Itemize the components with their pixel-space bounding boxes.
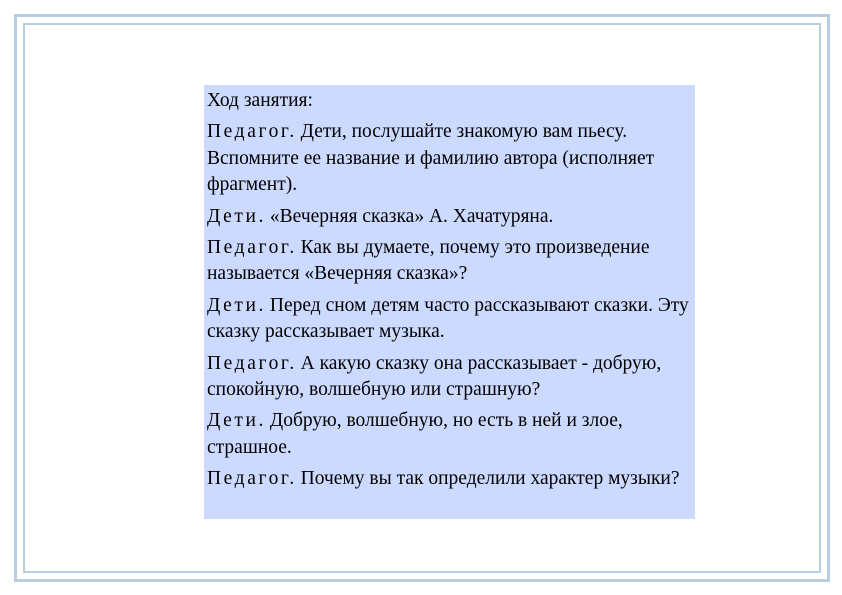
- dialogue-line: [207, 351, 692, 404]
- speaker-label: Дети.: [207, 294, 267, 316]
- dialogue-text: Перед сном детям часто рассказывают сказки. Эту сказку рассказывает музыка.: [207, 294, 689, 343]
- lesson-heading: Ход занятия:: [207, 90, 313, 111]
- dialogue-text: Почему вы так определили характер музыки?: [295, 468, 680, 490]
- dialogue-text: Как вы думаете, почему это произведение называется «Вечерняя сказка»?: [207, 237, 650, 285]
- speaker-label: Дети.: [207, 410, 267, 432]
- dialogue-line: [207, 119, 692, 198]
- dialogue-line: [207, 204, 692, 230]
- dialogue-text: Добрую, волшебную, но есть в ней и злое, страшное.: [207, 410, 623, 458]
- speaker-label: Дети.: [207, 205, 267, 227]
- lesson-text-box: [204, 85, 695, 519]
- dialogue-line: [207, 293, 692, 346]
- dialogue-line: [207, 408, 692, 461]
- speaker-label: Педагог.: [207, 352, 297, 374]
- speaker-label: Педагог.: [207, 468, 297, 490]
- dialogue-text: Дети, послушайте знакомую вам пьесу. Вспомните ее название и фамилию автора (исполняет фрагмент).: [207, 121, 655, 196]
- dialogue-line: [207, 235, 692, 288]
- dialogue-line: [207, 466, 692, 492]
- dialogue-text: А какую сказку она рассказывает - добрую, спокойную, волшебную или страшную?: [207, 352, 662, 401]
- dialogue-text: «Вечерняя сказка» А. Хачатуряна.: [265, 205, 554, 227]
- speaker-label: Педагог.: [207, 237, 297, 259]
- speaker-label: Педагог.: [207, 121, 297, 143]
